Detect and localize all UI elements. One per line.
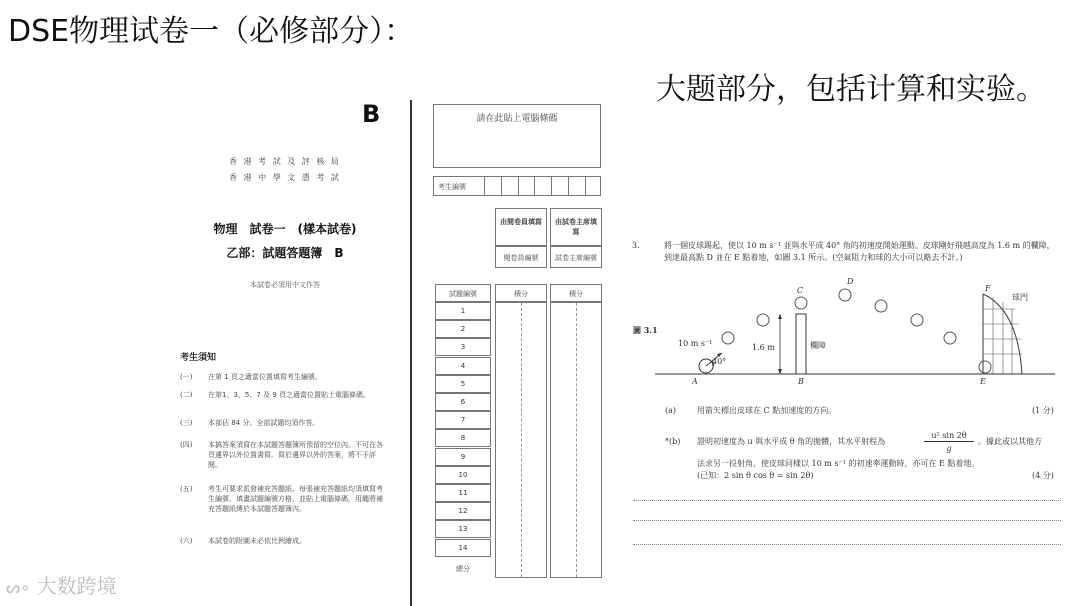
marks-header-box — [550, 284, 602, 302]
question-number-cell: 11 — [435, 484, 491, 502]
marker-header-box — [495, 208, 547, 246]
part-b-hint: (已知：2 sin θ cos θ = sin 2θ) — [697, 471, 814, 480]
ball-c — [795, 297, 807, 309]
language-note: 本試卷必須用中文作答 — [250, 281, 320, 289]
part-b-text-1: 證明初速度為 u 與水平成 θ 角的拋體，其水平射程為 — [697, 437, 886, 446]
question-number-cell: 3 — [435, 338, 491, 356]
ball-path — [875, 300, 887, 312]
question-number-cell: 14 — [435, 539, 491, 557]
candidate-number-cell — [568, 177, 584, 195]
question-number-cell: 5 — [435, 375, 491, 393]
booklet-letter: B — [362, 100, 381, 128]
question-number-header: 試題編號 — [449, 290, 477, 298]
watermark-logo-icon: ᔕ∘ — [6, 578, 31, 597]
answer-line — [633, 544, 1061, 545]
angle-label: 40° — [712, 357, 727, 366]
part-b-marks: (4 分) — [1032, 471, 1054, 480]
answer-line — [633, 520, 1061, 521]
question-number: 3. — [632, 241, 640, 250]
supervisor-marks-column — [550, 302, 602, 578]
marker-no-box — [495, 246, 547, 268]
candidate-number-cell — [501, 177, 517, 195]
question-number-cell: 7 — [435, 411, 491, 429]
part-a-text: 用箭矢標出皮球在 C 點加速度的方向。 — [697, 406, 837, 415]
ball-path — [722, 332, 734, 344]
point-e-label: E — [980, 377, 986, 386]
range-formula-denominator: g — [946, 444, 952, 453]
slide-subtitle: 大题部分，包括计算和实验。 — [656, 72, 1046, 107]
point-f-label: F — [985, 284, 991, 293]
question-number-cell: 4 — [435, 357, 491, 375]
barrier — [796, 314, 806, 374]
candidate-number-cell — [518, 177, 534, 195]
candidate-number-label: 考生編號 — [438, 183, 466, 191]
ball-d — [839, 289, 851, 301]
part-a-label: (a) — [665, 406, 677, 415]
question-number-cell: 6 — [435, 393, 491, 411]
candidate-number-row — [433, 176, 601, 196]
supervisor-header-box — [550, 208, 602, 246]
point-d-label: D — [847, 277, 854, 286]
candidate-number-cells — [484, 177, 602, 195]
paper-title: 物理 試卷一 (樣本試卷) — [213, 222, 357, 236]
range-formula-numerator: u² sin 2θ — [924, 430, 974, 442]
height-label: 1.6 m — [752, 343, 775, 352]
speed-label: 10 m s⁻¹ — [678, 339, 713, 348]
question-number-cell: 9 — [435, 448, 491, 466]
barcode-label: 請在此貼上電腦條碼 — [476, 114, 558, 124]
part-b-text-1b: 。據此或以其他方 — [978, 437, 1042, 446]
question-number-cell: 12 — [435, 502, 491, 520]
marker-marks-column — [495, 302, 547, 578]
marks-header-box — [495, 284, 547, 302]
candidate-number-cell — [585, 177, 601, 195]
notice-title: 考生須知 — [180, 353, 217, 363]
point-a-label: A — [692, 377, 698, 386]
total-label: 總分 — [456, 565, 470, 573]
candidate-number-cell — [534, 177, 550, 195]
supervisor-no-box — [550, 246, 602, 268]
question-number-cell: 13 — [435, 520, 491, 538]
question-number-cell: 2 — [435, 320, 491, 338]
question-text: 將一個皮球踢起，使以 10 m s⁻¹ 並與水平成 40° 角的初速度開始運動。皮球剛好飛越高度為 1.6 m 的欄障，到達最高點 D 並在 E 點着地，如圖 3.1 所示。(空氣阻力和球的大小可以略去不計。) — [664, 241, 1055, 262]
question-number-cell: 1 — [435, 302, 491, 320]
question-number-header-box — [435, 284, 491, 302]
point-c-label: C — [797, 286, 804, 295]
ball-e — [979, 361, 991, 373]
ball-path — [911, 314, 923, 326]
figure-label: 圖 3.1 — [633, 325, 658, 335]
ball-path — [944, 332, 956, 344]
slide-title: DSE物理试卷一（必修部分）： — [8, 14, 415, 49]
candidate-number-cell — [484, 177, 500, 195]
point-b-label: B — [798, 377, 804, 386]
part-a-marks: (1 分) — [1032, 406, 1054, 415]
cover-page: B 香 港 考 試 及 評 核 局 香 港 中 學 文 憑 考 試 物理 試卷一 (樣本試卷) 乙部：試題答題簿 B 本試卷必須用中文作答 考生須知 (一) 在第 1 頁之適當位置填寫考生編號。 (二) 在第1、3、5、7 及 9 頁之適當位置貼上電腦條碼。 (三) 本部佔 84 分。全部試題均須作答。 (四) 本搞答案須寫在本試題答題簿所預留的空位內。不可在各頁邊界以外位置書寫。寫於邊界以外的答案，將不予評閱。 (五) 考生可要求派發補充答題紙。每張補充答題紙均須填寫考生編號、填畫試題編號方格、並貼上電腦條碼，用繩將補充答題紙縛於本試題答題簿內。 (六) 本試卷的附圖未必依比例繪成。 — [160, 100, 410, 600]
part-b-label: *(b) — [665, 437, 681, 446]
authority-line-1: 香 港 考 試 及 評 核 局 — [229, 157, 341, 166]
page-divider — [410, 100, 412, 606]
marker-no-label: 閱卷員編號 — [503, 254, 539, 262]
projectile-figure — [650, 276, 1060, 388]
watermark — [6, 570, 117, 599]
supervisor-no-label: 試卷主席編號 — [555, 254, 597, 262]
section-title: 乙部：試題答題簿 B — [226, 246, 344, 260]
candidate-number-cell — [551, 177, 567, 195]
marks-header: 積分 — [569, 290, 583, 298]
watermark-text: 大数跨境 — [36, 574, 117, 598]
ball-path — [757, 314, 769, 326]
answer-line — [633, 500, 1061, 501]
question-number-cell: 8 — [435, 429, 491, 447]
supervisor-header: 由試卷主席填寫 — [555, 218, 597, 236]
authority-line-2: 香 港 中 學 文 憑 考 試 — [229, 173, 341, 182]
marker-header: 由閱卷員填寫 — [500, 218, 542, 226]
question-number-cell: 10 — [435, 466, 491, 484]
part-b-text-2: 法求另一投射角，使皮球同樣以 10 m s⁻¹ 的初速率運動時，亦可在 E 點着地。 — [697, 459, 980, 468]
marks-header: 積分 — [514, 290, 528, 298]
barcode-box — [433, 104, 601, 168]
goal-label: 球門 — [1012, 293, 1028, 302]
barrier-label: 欄障 — [810, 341, 826, 350]
